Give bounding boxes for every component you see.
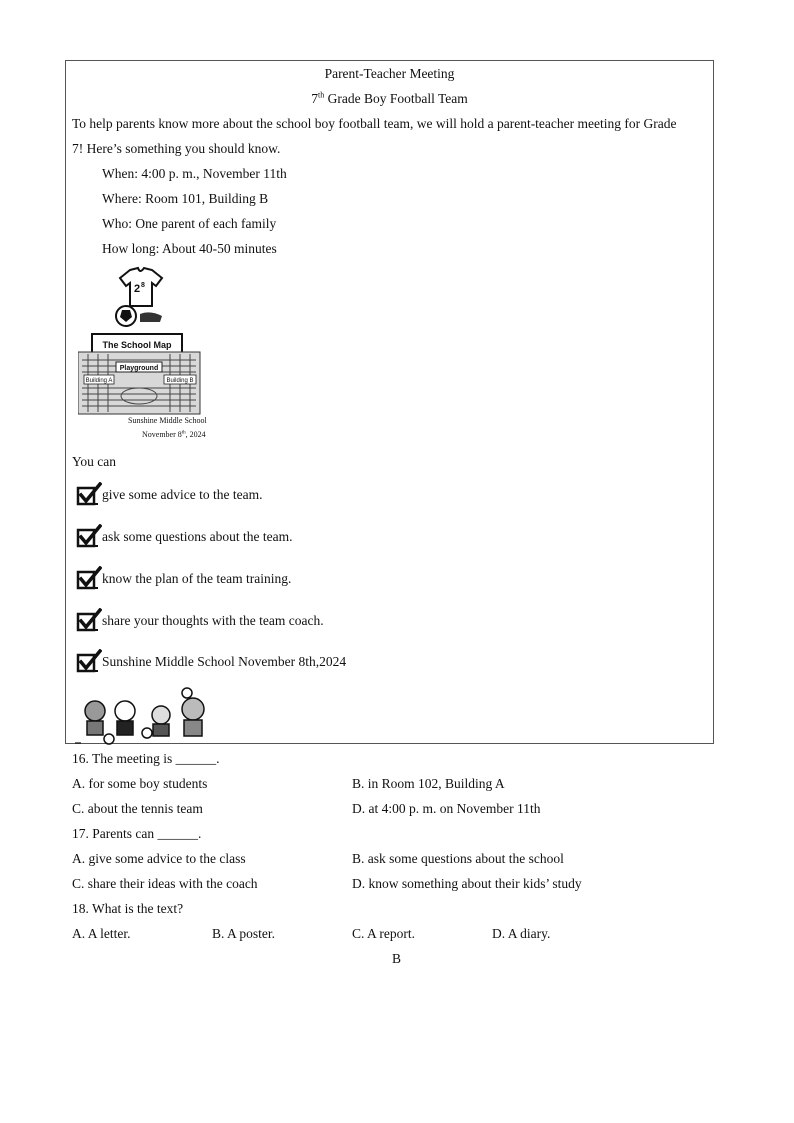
question-18-option-c: C. A report. xyxy=(352,926,415,941)
checklist-item: know the plan of the team training. xyxy=(102,571,292,586)
intro-line-1: To help parents know more about the school boy football team, we will hold a parent-teacher meeting for Grade xyxy=(72,116,677,131)
detail-how-long: How long: About 40-50 minutes xyxy=(102,241,277,256)
checkbox-checked-icon xyxy=(76,649,98,671)
checklist-item: ask some questions about the team. xyxy=(102,529,293,544)
checklist-item: give some advice to the team. xyxy=(102,487,263,502)
svg-text:2: 2 xyxy=(134,283,141,295)
section-label: B xyxy=(392,951,402,966)
question-18-option-d: D. A diary. xyxy=(492,926,551,941)
question-17-option-d: D. know something about their kids’ study xyxy=(352,876,582,891)
notice-title: Parent-Teacher Meeting xyxy=(324,66,455,81)
question-17-option-c: C. share their ideas with the coach xyxy=(72,876,258,891)
you-can-label: You can xyxy=(72,454,117,469)
map-building-a-label: Building A xyxy=(85,378,113,384)
kids-illustration xyxy=(75,687,215,745)
kids-football-icon xyxy=(75,687,215,745)
notice-subtitle: 7th Grade Boy Football Team xyxy=(311,90,468,106)
detail-when: When: 4:00 p. m., November 11th xyxy=(102,166,287,181)
map-playground-label: Playground xyxy=(119,365,159,372)
svg-text:8: 8 xyxy=(141,282,145,289)
map-heading: The School Map xyxy=(102,340,172,350)
question-16-option-a: A. for some boy students xyxy=(72,776,208,791)
checkbox-checked-icon xyxy=(76,524,98,546)
school-map xyxy=(78,268,208,446)
question-16-option-c: C. about the tennis team xyxy=(72,801,203,816)
question-16-option-b: B. in Room 102, Building A xyxy=(352,776,505,791)
checkbox-checked-icon xyxy=(76,566,98,588)
map-date: November 8th, 2024 xyxy=(142,430,206,439)
map-school-name: Sunshine Middle School xyxy=(128,416,207,425)
checkbox-checked-icon xyxy=(76,608,98,630)
intro-line-2: 7! Here’s something you should know. xyxy=(72,141,281,156)
question-17-stem: 17. Parents can ______. xyxy=(72,826,202,841)
question-18-option-b: B. A poster. xyxy=(212,926,276,941)
detail-where: Where: Room 101, Building B xyxy=(102,191,269,206)
question-18-stem: 18. What is the text? xyxy=(72,901,184,916)
question-16-stem: 16. The meeting is ______. xyxy=(72,751,220,766)
checklist-item: Sunshine Middle School November 8th,2024 xyxy=(102,654,347,669)
checklist-item: share your thoughts with the team coach. xyxy=(102,613,324,628)
question-17-option-b: B. ask some questions about the school xyxy=(352,851,564,866)
map-building-b-label: Building B xyxy=(166,378,194,384)
question-17-option-a: A. give some advice to the class xyxy=(72,851,246,866)
question-18-option-a: A. A letter. xyxy=(72,926,131,941)
detail-who: Who: One parent of each family xyxy=(102,216,277,231)
question-16-option-d: D. at 4:00 p. m. on November 11th xyxy=(352,801,541,816)
checkbox-checked-icon xyxy=(76,482,98,504)
